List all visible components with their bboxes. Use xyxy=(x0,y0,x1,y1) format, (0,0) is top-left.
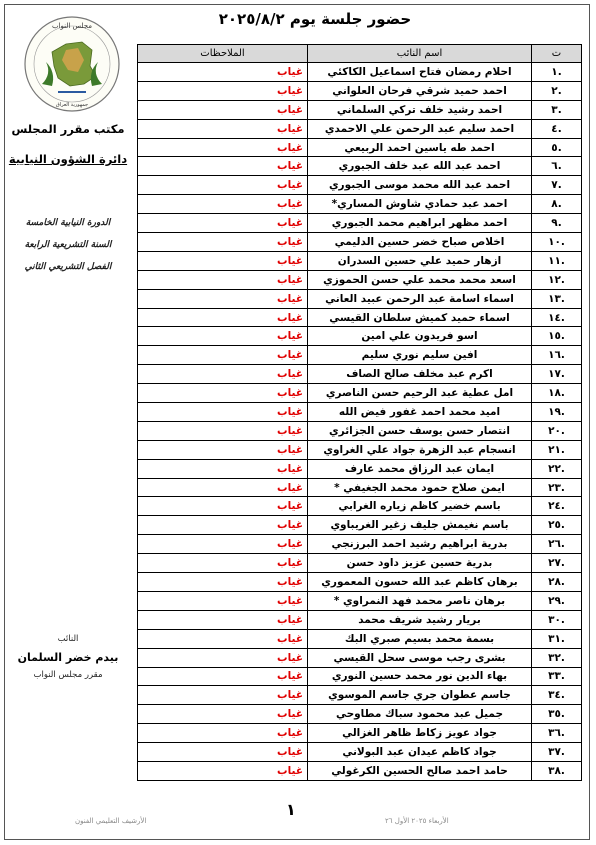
header-notes: الملاحظات xyxy=(138,45,308,63)
member-name: بدرية ابراهيم رشيد احمد البرزنجي xyxy=(308,535,532,554)
page-number: ١ xyxy=(286,800,296,819)
office-heading: مكتب مقرر المجلس xyxy=(11,122,125,136)
table-row xyxy=(138,743,582,762)
table-row xyxy=(138,195,582,214)
table-row xyxy=(138,535,582,554)
table-row xyxy=(138,327,582,346)
table-row xyxy=(138,365,582,384)
attendance-note: غياب xyxy=(138,724,308,743)
member-name: ايمن صلاح حمود محمد الجغيفي * xyxy=(308,478,532,497)
member-name: امل عطية عبد الرحيم حسن الناصري xyxy=(308,384,532,403)
table-row xyxy=(138,573,582,592)
legislative-year-label: السنة التشريعية الرابعة xyxy=(24,240,112,250)
legislative-term-label: الفصل التشريعي الثاني xyxy=(24,262,112,272)
attendance-note: غياب xyxy=(138,251,308,270)
row-number: .٢٦ xyxy=(532,535,582,554)
row-number: .١٩ xyxy=(532,403,582,422)
member-name: بهاء الدين نور محمد حسين النوري xyxy=(308,667,532,686)
member-name: انتصار حسن يوسف حسن الجزائري xyxy=(308,421,532,440)
member-name: باسم خضير كاظم زياره الغرابي xyxy=(308,497,532,516)
row-number: .٣٤ xyxy=(532,686,582,705)
attendance-note: غياب xyxy=(138,100,308,119)
attendance-note: غياب xyxy=(138,761,308,780)
table-row xyxy=(138,403,582,422)
row-number: .١٢ xyxy=(532,270,582,289)
member-name: بشرى رجب موسى سحل القيسي xyxy=(308,648,532,667)
attendance-note: غياب xyxy=(138,233,308,252)
row-number: .٢٣ xyxy=(532,478,582,497)
table-row xyxy=(138,346,582,365)
row-number: .٣ xyxy=(532,100,582,119)
member-name: اسماء حميد كميش سلطان القيسي xyxy=(308,308,532,327)
member-name: حامد احمد صالح الحسين الكرغولي xyxy=(308,761,532,780)
table-row xyxy=(138,214,582,233)
row-number: .٣٦ xyxy=(532,724,582,743)
table-row xyxy=(138,648,582,667)
member-name: احمد عبد الله عبد خلف الجبوري xyxy=(308,157,532,176)
signer-name: بيدم خضر السلمان xyxy=(17,651,119,664)
attendance-note: غياب xyxy=(138,554,308,573)
attendance-note: غياب xyxy=(138,176,308,195)
session-label: الدورة النيابية الخامسة xyxy=(25,218,111,228)
member-name: احمد رشيد خلف تركي السلماني xyxy=(308,100,532,119)
member-name: احمد حميد شرقي فرحان العلواني xyxy=(308,81,532,100)
table-row xyxy=(138,289,582,308)
member-name: احمد مظهر ابراهيم محمد الجبوري xyxy=(308,214,532,233)
table-row xyxy=(138,251,582,270)
attendance-note: غياب xyxy=(138,384,308,403)
row-number: .٣٠ xyxy=(532,610,582,629)
row-number: .١٦ xyxy=(532,346,582,365)
member-name: احمد عبد حمادي شاوش المساري* xyxy=(308,195,532,214)
row-number: .٢١ xyxy=(532,440,582,459)
member-name: برهان كاظم عبد الله حسون المعموري xyxy=(308,573,532,592)
table-row xyxy=(138,497,582,516)
row-number: .١٨ xyxy=(532,384,582,403)
header-member-name: اسم النائب xyxy=(308,45,532,63)
parliament-seal-logo xyxy=(22,14,122,114)
row-number: .٨ xyxy=(532,195,582,214)
row-number: .٢٨ xyxy=(532,573,582,592)
table-row xyxy=(138,308,582,327)
attendance-note: غياب xyxy=(138,308,308,327)
footer-date: الأربعاء ٢٠٢٥ الأول ٢٦ xyxy=(385,817,449,825)
member-name: احمد عبد الله محمد موسى الجبوري xyxy=(308,176,532,195)
attendance-note: غياب xyxy=(138,119,308,138)
row-number: .١٧ xyxy=(532,365,582,384)
table-row xyxy=(138,270,582,289)
member-name: ازهار حميد علي حسين السدران xyxy=(308,251,532,270)
row-number: .٢٧ xyxy=(532,554,582,573)
member-name: انسجام عبد الزهرة جواد علي الغراوي xyxy=(308,440,532,459)
row-number: .١٠ xyxy=(532,233,582,252)
attendance-note: غياب xyxy=(138,459,308,478)
row-number: .٥ xyxy=(532,138,582,157)
member-name: احمد سليم عبد الرحمن علي الاحمدي xyxy=(308,119,532,138)
table-row xyxy=(138,384,582,403)
attendance-note: غياب xyxy=(138,573,308,592)
row-number: .٣٢ xyxy=(532,648,582,667)
member-name: باسم نغيمش جليف زغير الغريباوي xyxy=(308,516,532,535)
svg-text:جمهورية العراق: جمهورية العراق xyxy=(55,102,89,108)
attendance-note: غياب xyxy=(138,195,308,214)
table-row xyxy=(138,421,582,440)
table-row xyxy=(138,478,582,497)
member-name: ايمان عبد الرزاق محمد عارف xyxy=(308,459,532,478)
row-number: .٢٩ xyxy=(532,591,582,610)
member-name: اخلاص صباح خضر حسين الدليمي xyxy=(308,233,532,252)
row-number: .٣٥ xyxy=(532,705,582,724)
attendance-note: غياب xyxy=(138,629,308,648)
attendance-note: غياب xyxy=(138,289,308,308)
row-number: .٣٨ xyxy=(532,761,582,780)
attendance-note: غياب xyxy=(138,686,308,705)
attendance-note: غياب xyxy=(138,270,308,289)
table-row xyxy=(138,176,582,195)
table-row xyxy=(138,610,582,629)
table-row xyxy=(138,119,582,138)
row-number: .٣٣ xyxy=(532,667,582,686)
table-row xyxy=(138,705,582,724)
table-row xyxy=(138,81,582,100)
row-number: .٣١ xyxy=(532,629,582,648)
row-number: .٢٤ xyxy=(532,497,582,516)
attendance-note: غياب xyxy=(138,478,308,497)
attendance-note: غياب xyxy=(138,421,308,440)
member-name: اسعد محمد محمد علي حسن الحموزي xyxy=(308,270,532,289)
attendance-note: غياب xyxy=(138,440,308,459)
table-row xyxy=(138,554,582,573)
attendance-note: غياب xyxy=(138,138,308,157)
attendance-note: غياب xyxy=(138,63,308,82)
attendance-note: غياب xyxy=(138,610,308,629)
row-number: .١ xyxy=(532,63,582,82)
member-name: جاسم عطوان جري جاسم الموسوي xyxy=(308,686,532,705)
attendance-table-body xyxy=(138,63,582,781)
member-name: افين سليم نوري سليم xyxy=(308,346,532,365)
member-name: بسمة محمد بسيم صبري البك xyxy=(308,629,532,648)
svg-text:مجلس النواب: مجلس النواب xyxy=(51,22,93,30)
footer-archive: الأرشيف التعليمي الفنون xyxy=(75,817,147,825)
header-number: ت xyxy=(532,45,582,63)
table-row xyxy=(138,100,582,119)
row-number: .١١ xyxy=(532,251,582,270)
table-row xyxy=(138,440,582,459)
attendance-note: غياب xyxy=(138,497,308,516)
row-number: .٤ xyxy=(532,119,582,138)
department-heading: دائرة الشؤون النيابية xyxy=(8,152,128,166)
table-header-row xyxy=(138,45,582,63)
attendance-note: غياب xyxy=(138,667,308,686)
row-number: .٢ xyxy=(532,81,582,100)
attendance-note: غياب xyxy=(138,346,308,365)
member-name: اسماء اسامة عبد الرحمن عبيد العاني xyxy=(308,289,532,308)
row-number: .٧ xyxy=(532,176,582,195)
member-name: اكرم عبد مخلف صالح الصاف xyxy=(308,365,532,384)
attendance-note: غياب xyxy=(138,648,308,667)
row-number: .٢٠ xyxy=(532,421,582,440)
attendance-note: غياب xyxy=(138,81,308,100)
signer-role: النائب xyxy=(57,634,79,644)
member-name: جميل عبد محمود سباك مطاوحي xyxy=(308,705,532,724)
member-name: برهان ناصر محمد فهد النمراوي * xyxy=(308,591,532,610)
member-name: اميد محمد احمد غفور فيض الله xyxy=(308,403,532,422)
table-row xyxy=(138,63,582,82)
table-row xyxy=(138,591,582,610)
attendance-note: غياب xyxy=(138,365,308,384)
member-name: اسو فريدون علي امين xyxy=(308,327,532,346)
table-row xyxy=(138,761,582,780)
member-name: بدرية حسين عزيز داود حسن xyxy=(308,554,532,573)
member-name: جواد عويز زكاط ظاهر الغزالي xyxy=(308,724,532,743)
member-name: احلام رمضان فتاح اسماعيل الكاكئي xyxy=(308,63,532,82)
member-name: احمد طه ياسين احمد الربيعي xyxy=(308,138,532,157)
attendance-note: غياب xyxy=(138,743,308,762)
member-name: جواد كاظم عيدان عبد البولاني xyxy=(308,743,532,762)
attendance-note: غياب xyxy=(138,705,308,724)
attendance-note: غياب xyxy=(138,214,308,233)
row-number: .١٣ xyxy=(532,289,582,308)
signer-title: مقرر مجلس النواب xyxy=(33,670,103,680)
table-row xyxy=(138,516,582,535)
member-name: بريار رشيد شريف محمد xyxy=(308,610,532,629)
attendance-note: غياب xyxy=(138,516,308,535)
table-row xyxy=(138,157,582,176)
row-number: .٩ xyxy=(532,214,582,233)
table-row xyxy=(138,233,582,252)
row-number: .١٥ xyxy=(532,327,582,346)
table-row xyxy=(138,138,582,157)
row-number: .٦ xyxy=(532,157,582,176)
attendance-note: غياب xyxy=(138,591,308,610)
table-row xyxy=(138,667,582,686)
row-number: .١٤ xyxy=(532,308,582,327)
table-row xyxy=(138,686,582,705)
row-number: .٢٥ xyxy=(532,516,582,535)
attendance-table xyxy=(137,44,582,781)
table-row xyxy=(138,629,582,648)
attendance-note: غياب xyxy=(138,535,308,554)
row-number: .٢٢ xyxy=(532,459,582,478)
attendance-note: غياب xyxy=(138,327,308,346)
table-row xyxy=(138,724,582,743)
attendance-note: غياب xyxy=(138,403,308,422)
document-title: حضور جلسة يوم ٢٠٢٥/٨/٢ xyxy=(218,10,412,28)
table-row xyxy=(138,459,582,478)
attendance-note: غياب xyxy=(138,157,308,176)
row-number: .٣٧ xyxy=(532,743,582,762)
